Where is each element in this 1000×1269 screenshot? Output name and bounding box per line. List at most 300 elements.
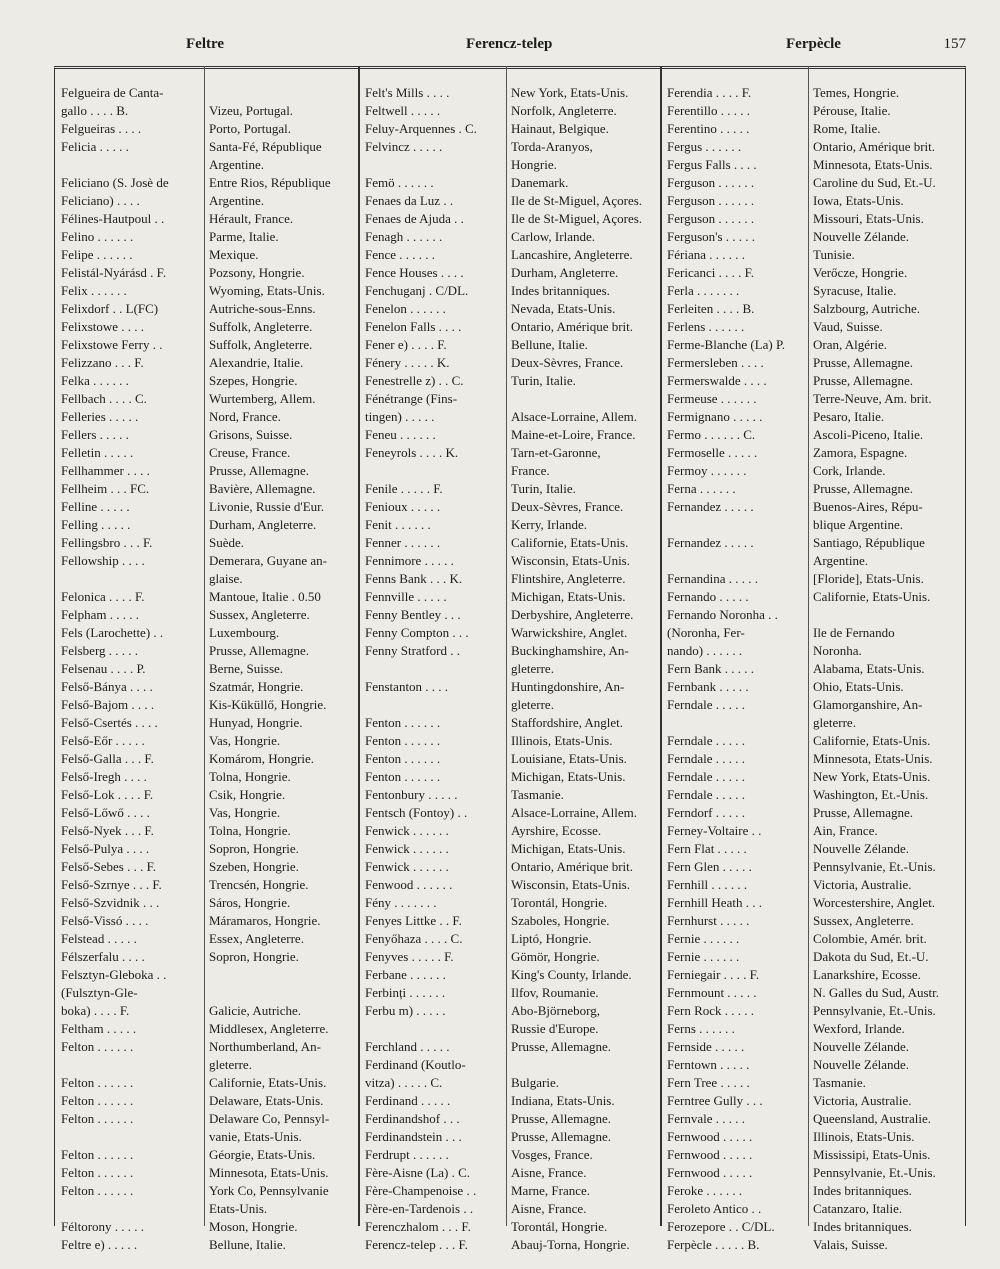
gazetteer-entry xyxy=(360,408,660,426)
gazetteer-entry xyxy=(360,678,660,696)
location: Liptó, Hongrie. xyxy=(511,931,592,946)
place-name: Felton . . . . . . xyxy=(61,1111,134,1126)
location: Abo-Björneborg, xyxy=(511,1003,600,1018)
location: Indes britanniques. xyxy=(511,283,610,298)
location: Komárom, Hongrie. xyxy=(209,751,315,766)
gazetteer-entry xyxy=(662,390,966,408)
location: Mississipi, Etats-Unis. xyxy=(813,1147,931,1162)
place-name: Felton . . . . . . xyxy=(61,1075,134,1090)
gazetteer-entry xyxy=(662,822,966,840)
place-name: Felső-Lőwő . . . . xyxy=(61,805,150,820)
location: Tasmanie. xyxy=(511,787,564,802)
gazetteer-entry xyxy=(56,1038,358,1056)
location: Cork, Irlande. xyxy=(813,463,886,478)
place-name: Fern Flat . . . . . xyxy=(667,841,747,856)
place-name: Fernhurst . . . . . xyxy=(667,913,750,928)
place-name: Feluy-Arquennes . C. xyxy=(365,121,477,136)
location: Turin, Italie. xyxy=(511,373,576,388)
location: Tolna, Hongrie. xyxy=(209,823,291,838)
place-name: Ferozepore . . C/DL. xyxy=(667,1219,775,1234)
place-name: Fernmount . . . . . xyxy=(667,985,757,1000)
place-name: Felsztyn-Gleboka . . xyxy=(61,967,167,982)
place-name: Ferbinți . . . . . . xyxy=(365,985,446,1000)
location: Flintshire, Angleterre. xyxy=(511,571,626,586)
place-name: Féltorony . . . . . xyxy=(61,1219,145,1234)
gazetteer-entry xyxy=(360,192,660,210)
place-name: Fenagh . . . . . . xyxy=(365,229,443,244)
location: Salzbourg, Autriche. xyxy=(813,301,920,316)
gazetteer-entry xyxy=(56,246,358,264)
place-name: Ferdrupt . . . . . . xyxy=(365,1147,449,1162)
gazetteer-entry xyxy=(360,390,660,408)
place-name: Feltham . . . . . xyxy=(61,1021,137,1036)
gazetteer-entry xyxy=(56,660,358,678)
location: Buenos-Aires, Répu- xyxy=(813,499,923,514)
location: Ontario, Amérique brit. xyxy=(511,319,634,334)
gazetteer-entry xyxy=(360,1200,660,1218)
place-name: Fern Bank . . . . . xyxy=(667,661,755,676)
location: Buckinghamshire, An- xyxy=(511,643,629,658)
place-name xyxy=(360,1020,506,1038)
place-name: Ferleiten . . . . B. xyxy=(667,301,755,316)
place-name: Fenyőhaza . . . . C. xyxy=(365,931,463,946)
location: Wyoming, Etats-Unis. xyxy=(209,283,325,298)
gazetteer-entry xyxy=(56,426,358,444)
location: Prusse, Allemagne. xyxy=(813,355,914,370)
gazetteer-entry xyxy=(662,1182,966,1200)
location: Autriche-sous-Enns. xyxy=(209,301,316,316)
gazetteer-entry xyxy=(662,1038,966,1056)
place-name: Fenioux . . . . . xyxy=(365,499,441,514)
location: Missouri, Etats-Unis. xyxy=(813,211,924,226)
gazetteer-entry xyxy=(56,570,358,588)
gazetteer-entry xyxy=(662,444,966,462)
location: Ontario, Amérique brit. xyxy=(511,859,634,874)
place-name: Felletin . . . . . xyxy=(61,445,134,460)
gazetteer-entry xyxy=(360,624,660,642)
gazetteer-entry xyxy=(360,336,660,354)
location: Derbyshire, Angleterre. xyxy=(511,607,634,622)
place-name xyxy=(56,570,204,588)
location: Berne, Suisse. xyxy=(209,661,284,676)
location: Minnesota, Etats-Unis. xyxy=(209,1165,329,1180)
place-name: Felső-Bajom . . . . xyxy=(61,697,155,712)
gazetteer-entry xyxy=(662,1200,966,1218)
location xyxy=(204,84,358,102)
gazetteer-entry xyxy=(662,336,966,354)
place-name: Fère-en-Tardenois . . xyxy=(365,1201,474,1216)
place-name: Ferntown . . . . . xyxy=(667,1057,750,1072)
gazetteer-entry xyxy=(662,282,966,300)
location: Torontál, Hongrie. xyxy=(511,1219,608,1234)
location: Noronha. xyxy=(813,643,862,658)
location: Tasmanie. xyxy=(813,1075,866,1090)
place-name: Fernandina . . . . . xyxy=(667,571,758,586)
location: Michigan, Etats-Unis. xyxy=(511,769,626,784)
location: Colombie, Amér. brit. xyxy=(813,931,927,946)
gazetteer-entry xyxy=(662,138,966,156)
location: Oran, Algérie. xyxy=(813,337,888,352)
gazetteer-entry xyxy=(662,1092,966,1110)
gazetteer-entry xyxy=(56,642,358,660)
location: Ontario, Amérique brit. xyxy=(813,139,936,154)
gazetteer-entry xyxy=(662,120,966,138)
place-name: boka) . . . . F. xyxy=(61,1003,130,1018)
location: [Floride], Etats-Unis. xyxy=(813,571,924,586)
location: Szaboles, Hongrie. xyxy=(511,913,610,928)
place-name: Felt's Mills . . . . xyxy=(365,85,450,100)
gazetteer-entry xyxy=(56,336,358,354)
gazetteer-entry xyxy=(662,606,966,624)
gazetteer-entry xyxy=(662,894,966,912)
place-name: Felső-Nyek . . . F. xyxy=(61,823,154,838)
location: Marne, France. xyxy=(511,1183,591,1198)
location: Durham, Angleterre. xyxy=(209,517,317,532)
gazetteer-entry xyxy=(56,840,358,858)
gazetteer-entry xyxy=(360,480,660,498)
place-name: Fenestrelle z) . . C. xyxy=(365,373,464,388)
place-name: Fériana . . . . . . xyxy=(667,247,745,262)
place-name: Ferencz-telep . . . F. xyxy=(365,1237,468,1252)
gazetteer-entry xyxy=(360,354,660,372)
location: Pennsylvanie, Et.-Unis. xyxy=(813,859,936,874)
place-name: Felton . . . . . . xyxy=(61,1039,134,1054)
gazetteer-entry xyxy=(360,1182,660,1200)
gazetteer-entry xyxy=(662,174,966,192)
location: Kis-Küküllő, Hongrie. xyxy=(209,697,327,712)
location: glaise. xyxy=(209,571,243,586)
location: blique Argentine. xyxy=(813,517,904,532)
gazetteer-entry xyxy=(662,156,966,174)
location: Minnesota, Etats-Unis. xyxy=(813,157,933,172)
gazetteer-entry xyxy=(662,876,966,894)
gazetteer-entry xyxy=(56,354,358,372)
location: Máramaros, Hongrie. xyxy=(209,913,321,928)
gazetteer-entry xyxy=(56,624,358,642)
location: Ain, France. xyxy=(813,823,878,838)
location: Wisconsin, Etats-Unis. xyxy=(511,553,630,568)
place-name: Fennville . . . . . xyxy=(365,589,447,604)
location: Iowa, Etats-Unis. xyxy=(813,193,904,208)
location: gleterre. xyxy=(511,661,554,676)
gazetteer-entry xyxy=(56,1020,358,1038)
gazetteer-entry xyxy=(662,642,966,660)
gazetteer-entry xyxy=(56,516,358,534)
gazetteer-entry xyxy=(360,1002,660,1020)
location: Tarn-et-Garonne, xyxy=(511,445,601,460)
gazetteer-entry xyxy=(360,1146,660,1164)
location: Santa-Fé, République xyxy=(209,139,322,154)
location: Pennsylvanie, Et.-Unis. xyxy=(813,1003,936,1018)
location: Bellune, Italie. xyxy=(209,1237,286,1252)
gazetteer-entry xyxy=(56,1110,358,1128)
location xyxy=(506,390,660,408)
place-name: Fellowship . . . . xyxy=(61,553,145,568)
gazetteer-entry xyxy=(662,318,966,336)
gazetteer-entry xyxy=(360,876,660,894)
location: Hongrie. xyxy=(511,157,557,172)
gazetteer-entry xyxy=(360,156,660,174)
place-name: Fény . . . . . . . xyxy=(365,895,437,910)
gazetteer-entry xyxy=(56,534,358,552)
location: Nouvelle Zélande. xyxy=(813,841,910,856)
location: Deux-Sèvres, France. xyxy=(511,499,624,514)
location: Porto, Portugal. xyxy=(209,121,291,136)
location: Vas, Hongrie. xyxy=(209,805,281,820)
place-name: Fernside . . . . . xyxy=(667,1039,745,1054)
gazetteer-entry xyxy=(360,1092,660,1110)
location: Ile de St-Miguel, Açores. xyxy=(511,211,643,226)
location: Nouvelle Zélande. xyxy=(813,1039,910,1054)
gazetteer-entry xyxy=(662,228,966,246)
place-name: Fénétrange (Fins- xyxy=(365,391,458,406)
place-name: Fenns Bank . . . K. xyxy=(365,571,463,586)
gazetteer-entry xyxy=(662,354,966,372)
location: Parme, Italie. xyxy=(209,229,279,244)
gazetteer-entry xyxy=(360,1074,660,1092)
gazetteer-entry xyxy=(56,462,358,480)
location xyxy=(204,984,358,1002)
location: Etats-Unis. xyxy=(209,1201,268,1216)
location xyxy=(506,1056,660,1074)
place-name: Feliciano (S. Josè de xyxy=(61,175,169,190)
place-name: Ferndale . . . . . xyxy=(667,697,745,712)
gazetteer-entry xyxy=(360,768,660,786)
location: Catanzaro, Italie. xyxy=(813,1201,903,1216)
place-name: Felső-Vissó . . . . xyxy=(61,913,149,928)
place-name: Fernwood . . . . . xyxy=(667,1129,753,1144)
location: Abauj-Torna, Hongrie. xyxy=(511,1237,630,1252)
location: Californie, Etats-Unis. xyxy=(209,1075,327,1090)
gazetteer-entry xyxy=(662,408,966,426)
gazetteer-entry xyxy=(56,228,358,246)
location: Tolna, Hongrie. xyxy=(209,769,291,784)
gazetteer-entry xyxy=(662,426,966,444)
gazetteer-entry xyxy=(56,552,358,570)
location: Ohio, Etats-Unis. xyxy=(813,679,904,694)
gazetteer-entry xyxy=(56,930,358,948)
gazetteer-entry xyxy=(56,192,358,210)
gazetteer-entry xyxy=(56,804,358,822)
place-name: Fenner . . . . . . xyxy=(365,535,441,550)
gazetteer-entry xyxy=(662,534,966,552)
place-name: Felvincz . . . . . xyxy=(365,139,443,154)
place-name: Ferguson . . . . . . xyxy=(667,175,755,190)
gazetteer-entry xyxy=(360,174,660,192)
gazetteer-entry xyxy=(360,696,660,714)
place-name: Feroleto Antico . . xyxy=(667,1201,762,1216)
gazetteer-entry xyxy=(662,192,966,210)
place-name: Ferla . . . . . . . xyxy=(667,283,740,298)
gazetteer-entry xyxy=(360,84,660,102)
gazetteer-entry xyxy=(662,102,966,120)
running-head-left: Feltre xyxy=(186,36,225,52)
place-name: Fermerswalde . . . . xyxy=(667,373,767,388)
gazetteer-entry xyxy=(360,642,660,660)
location: Durham, Angleterre. xyxy=(511,265,619,280)
gazetteer-entry xyxy=(56,372,358,390)
location: Essex, Angleterre. xyxy=(209,931,304,946)
place-name: Fenwood . . . . . . xyxy=(365,877,453,892)
gazetteer-entry xyxy=(360,804,660,822)
place-name: Felső-Eőr . . . . . xyxy=(61,733,145,748)
location: Prusse, Allemagne. xyxy=(209,643,310,658)
place-name: Félszerfalu . . . . xyxy=(61,949,145,964)
location: Pennsylvanie, Et.-Unis. xyxy=(813,1165,936,1180)
gazetteer-entry xyxy=(56,264,358,282)
place-name: gallo . . . . B. xyxy=(61,103,129,118)
place-name: Fener e) . . . . F. xyxy=(365,337,447,352)
gazetteer-entry xyxy=(56,606,358,624)
location: Prusse, Allemagne. xyxy=(209,463,310,478)
place-name: Ferndale . . . . . xyxy=(667,769,745,784)
location: New York, Etats-Unis. xyxy=(511,85,629,100)
location: Prusse, Allemagne. xyxy=(511,1111,612,1126)
place-name: Felsenau . . . . P. xyxy=(61,661,146,676)
gazetteer-entry xyxy=(56,1236,358,1254)
location: Prusse, Allemagne. xyxy=(813,481,914,496)
gazetteer-entry xyxy=(360,426,660,444)
place-name: Fenton . . . . . . xyxy=(365,733,441,748)
gazetteer-entry xyxy=(360,930,660,948)
place-name: Felka . . . . . . xyxy=(61,373,129,388)
place-name: Ferentino . . . . . xyxy=(667,121,750,136)
place-name: Fennimore . . . . . xyxy=(365,553,454,568)
gazetteer-entry xyxy=(360,732,660,750)
gazetteer-entry xyxy=(360,210,660,228)
gazetteer-entry xyxy=(56,1200,358,1218)
place-name: Ferme-Blanche (La) P. xyxy=(667,337,786,352)
gazetteer-entry xyxy=(662,768,966,786)
location: Prusse, Allemagne. xyxy=(511,1039,612,1054)
location: Nouvelle Zélande. xyxy=(813,1057,910,1072)
gazetteer-entry xyxy=(360,138,660,156)
place-name: Felino . . . . . . xyxy=(61,229,134,244)
gazetteer-entry xyxy=(56,1182,358,1200)
place-name: Ferchland . . . . . xyxy=(365,1039,450,1054)
location: Delaware, Etats-Unis. xyxy=(209,1093,324,1108)
gazetteer-entry xyxy=(360,282,660,300)
gazetteer-entry xyxy=(56,1092,358,1110)
place-name: Ferbu m) . . . . . xyxy=(365,1003,446,1018)
gazetteer-entry xyxy=(662,678,966,696)
location: Indiana, Etats-Unis. xyxy=(511,1093,615,1108)
place-name: Felixstowe . . . . xyxy=(61,319,145,334)
place-name xyxy=(662,516,808,534)
place-name: Ferguson . . . . . . xyxy=(667,211,755,226)
gazetteer-entry xyxy=(662,912,966,930)
place-name: tingen) . . . . . xyxy=(365,409,435,424)
location: Michigan, Etats-Unis. xyxy=(511,589,626,604)
location: Russie d'Europe. xyxy=(511,1021,599,1036)
place-name: Fenny Stratford . . xyxy=(365,643,460,658)
gazetteer-entry xyxy=(662,498,966,516)
place-name: Fence Houses . . . . xyxy=(365,265,464,280)
location: King's County, Irlande. xyxy=(511,967,632,982)
gazetteer-entry xyxy=(360,1218,660,1236)
gazetteer-entry xyxy=(662,300,966,318)
place-name: Felső-Galla . . . F. xyxy=(61,751,154,766)
gazetteer-entry xyxy=(662,1110,966,1128)
place-name: Fernwood . . . . . xyxy=(667,1165,753,1180)
gazetteer-entry xyxy=(662,246,966,264)
location: York Co, Pennsylvanie xyxy=(209,1183,329,1198)
gazetteer-entry xyxy=(662,480,966,498)
location: Terre-Neuve, Am. brit. xyxy=(813,391,932,406)
gazetteer-entry xyxy=(360,822,660,840)
gazetteer-entry xyxy=(360,264,660,282)
location: Caroline du Sud, Et.-U. xyxy=(813,175,936,190)
place-name: Fermeuse . . . . . . xyxy=(667,391,757,406)
location: Victoria, Australie. xyxy=(813,1093,912,1108)
location: Sáros, Hongrie. xyxy=(209,895,291,910)
gazetteer-entry xyxy=(662,1218,966,1236)
location: Demerara, Guyane an- xyxy=(209,553,328,568)
location: Delaware Co, Pennsyl- xyxy=(209,1111,330,1126)
location: Torontál, Hongrie. xyxy=(511,895,608,910)
gazetteer-entry xyxy=(56,318,358,336)
gazetteer-entry xyxy=(56,1146,358,1164)
gazetteer-entry xyxy=(56,156,358,174)
place-name xyxy=(56,156,204,174)
place-name: Fenchuganj . C/DL. xyxy=(365,283,469,298)
location: Queensland, Australie. xyxy=(813,1111,932,1126)
place-name: Fern Tree . . . . . xyxy=(667,1075,750,1090)
place-name: Ferndorf . . . . . xyxy=(667,805,745,820)
place-name: Fenelon Falls . . . . xyxy=(365,319,462,334)
place-name: Felton . . . . . . xyxy=(61,1147,134,1162)
gazetteer-entry xyxy=(662,660,966,678)
place-name: Ferdinand (Koutlo- xyxy=(365,1057,466,1072)
location: Danemark. xyxy=(511,175,569,190)
place-name: Fellers . . . . . xyxy=(61,427,129,442)
place-name: Felonica . . . . F. xyxy=(61,589,145,604)
gazetteer-entry xyxy=(56,588,358,606)
place-name: Ferdinand . . . . . xyxy=(365,1093,451,1108)
gazetteer-entry xyxy=(360,318,660,336)
location: Californie, Etats-Unis. xyxy=(813,733,931,748)
location: Illinois, Etats-Unis. xyxy=(813,1129,915,1144)
gazetteer-entry xyxy=(360,462,660,480)
place-name: Ferguson's . . . . . xyxy=(667,229,756,244)
place-name: Fenyes Littke . . F. xyxy=(365,913,462,928)
gazetteer-entry xyxy=(662,1146,966,1164)
location: France. xyxy=(511,463,550,478)
place-name: Felline . . . . . xyxy=(61,499,130,514)
place-name: Felső-Iregh . . . . xyxy=(61,769,147,784)
place-name: Fellheim . . . FC. xyxy=(61,481,150,496)
place-name: Ferniegair . . . . F. xyxy=(667,967,760,982)
gazetteer-entry xyxy=(56,786,358,804)
gazetteer-entry xyxy=(360,948,660,966)
location: Suffolk, Angleterre. xyxy=(209,319,313,334)
location: Hainaut, Belgique. xyxy=(511,121,609,136)
place-name: Fernie . . . . . . xyxy=(667,931,740,946)
gazetteer-entry xyxy=(360,858,660,876)
gazetteer-entry xyxy=(56,444,358,462)
place-name: Felton . . . . . . xyxy=(61,1165,134,1180)
place-name: Femö . . . . . . xyxy=(365,175,434,190)
place-name xyxy=(56,1128,204,1146)
place-name xyxy=(360,660,506,678)
place-name: Fermoselle . . . . . xyxy=(667,445,758,460)
place-name: Felső-Pulya . . . . xyxy=(61,841,150,856)
location: Gömör, Hongrie. xyxy=(511,949,600,964)
location: Pérouse, Italie. xyxy=(813,103,891,118)
location: Luxembourg. xyxy=(209,625,280,640)
gazetteer-entry xyxy=(662,1056,966,1074)
location: Vizeu, Portugal. xyxy=(209,103,294,118)
